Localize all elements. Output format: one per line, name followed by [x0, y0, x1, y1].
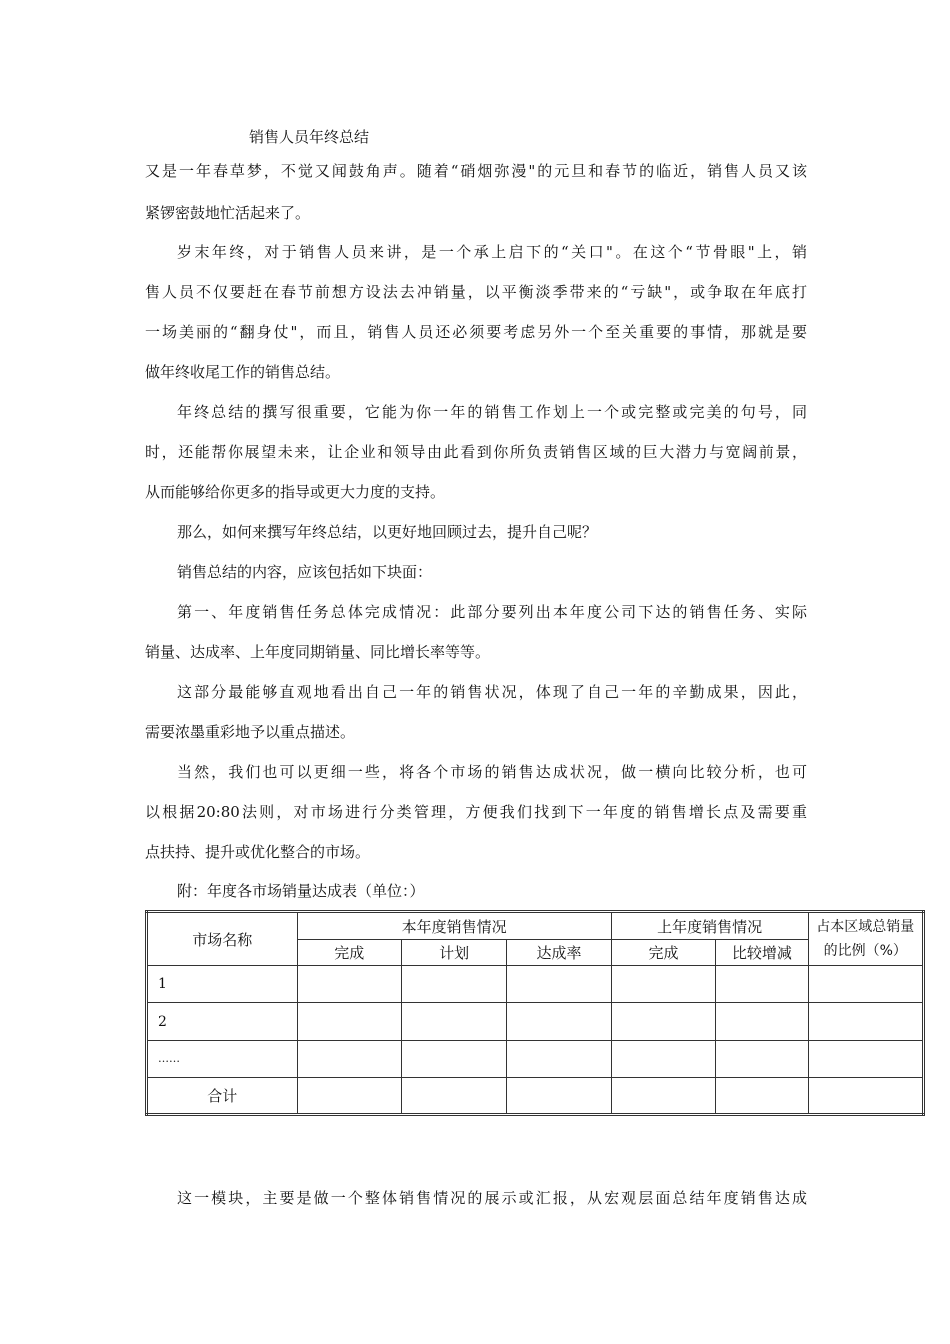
- paragraph-line: 点扶持、提升或优化整合的市场。: [145, 843, 371, 861]
- paragraph-line: 第一、年度销售任务总体完成情况：此部分要列出本年度公司下达的销售任务、实际: [177, 603, 807, 621]
- paragraph-line: 那么，如何来撰写年终总结，以更好地回顾过去，提升自己呢？: [177, 523, 598, 541]
- header-last-year: 上年度销售情况: [611, 912, 808, 940]
- table-row: [147, 1040, 924, 1077]
- document-title: 销售人员年终总结: [249, 128, 370, 146]
- header-this-year: 本年度销售情况: [297, 912, 611, 940]
- paragraph-line: 岁末年终，对于销售人员来讲，是一个承上启下的“关口"。在这个“节骨眼"上，销: [177, 243, 807, 261]
- row-label: ……: [147, 1040, 298, 1077]
- row-label: 1: [147, 966, 298, 1003]
- paragraph-line: 需要浓墨重彩地予以重点描述。: [145, 723, 356, 741]
- table-row: [147, 1003, 924, 1040]
- row-label: 2: [147, 1003, 298, 1040]
- paragraph-line: 销售总结的内容，应该包括如下块面：: [177, 563, 433, 581]
- table-row: [147, 966, 924, 1003]
- paragraph-line: 这一模块，主要是做一个整体销售情况的展示或汇报，从宏观层面总结年度销售达成: [177, 1189, 807, 1207]
- subheader-compare: 比较增减: [716, 940, 808, 966]
- paragraph-line: 紧锣密鼓地忙活起来了。: [145, 204, 311, 222]
- subheader-rate: 达成率: [507, 940, 611, 966]
- table-row-total: [147, 1077, 924, 1114]
- paragraph-line: 又是一年春草梦，不觉又闻鼓角声。随着“硝烟弥漫"的元旦和春节的临近，销售人员又该: [145, 162, 807, 180]
- paragraph-line: 时，还能帮你展望未来，让企业和领导由此看到你所负责销售区域的巨大潜力与宽阔前景，: [145, 443, 807, 461]
- paragraph-line: 从而能够给你更多的指导或更大力度的支持。: [145, 483, 446, 501]
- paragraph-line: 做年终收尾工作的销售总结。: [145, 363, 341, 381]
- header-ratio-line1: 占本区域总销量: [816, 919, 915, 936]
- paragraph-line: 年终总结的撰写很重要，它能为你一年的销售工作划上一个或完整或完美的句号，同: [177, 403, 807, 421]
- paragraph-line: 当然，我们也可以更细一些，将各个市场的销售达成状况，做一横向比较分析，也可: [177, 763, 807, 781]
- table-caption: 附：年度各市场销量达成表（单位：）: [177, 882, 425, 900]
- subheader-plan: 计划: [401, 940, 506, 966]
- header-market-name: 市场名称: [147, 912, 298, 966]
- paragraph-line: 销量、达成率、上年度同期销量、同比增长率等等。: [145, 643, 491, 661]
- subheader-done-last: 完成: [611, 940, 715, 966]
- paragraph-line: 这部分最能够直观地看出自己一年的销售状况，体现了自己一年的辛勤成果，因此，: [177, 683, 807, 701]
- paragraph-line: 以根据20:80法则，对市场进行分类管理，方便我们找到下一年度的销售增长点及需要重: [145, 803, 807, 821]
- header-ratio-line2: 的比例（%）: [823, 943, 907, 960]
- header-ratio: [808, 912, 923, 966]
- row-label-total: 合计: [147, 1077, 298, 1114]
- paragraph-line: 一场美丽的“翻身仗"，而且，销售人员还必须要考虑另外一个至关重要的事情，那就是要: [145, 323, 807, 341]
- paragraph-line: 售人员不仅要赶在春节前想方设法去冲销量，以平衡淡季带来的“亏缺"，或争取在年底打: [145, 283, 807, 301]
- market-sales-table: [145, 910, 925, 1116]
- subheader-done: 完成: [297, 940, 401, 966]
